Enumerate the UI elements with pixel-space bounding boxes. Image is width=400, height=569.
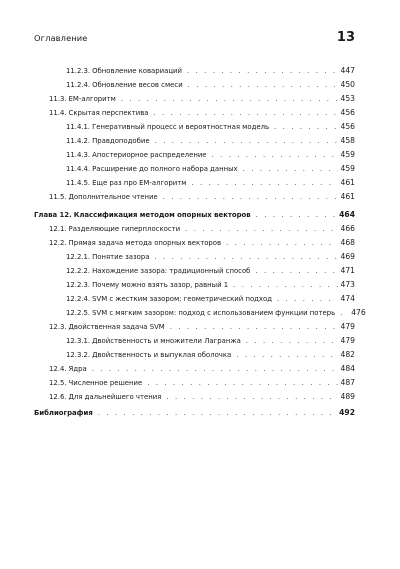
toc-entry-title: Разделяющие гиперплоскости <box>68 225 181 233</box>
toc-entry-title: Двойственность и множители Лагранжа <box>92 337 241 345</box>
toc-entry <box>66 307 366 318</box>
toc-entry-title: Правдоподобие <box>92 137 150 145</box>
toc-entry-number: 11.4.2. <box>66 137 91 145</box>
toc-dot-leader <box>277 294 338 305</box>
toc-dot-leader <box>154 108 338 119</box>
toc-entry-page: 473 <box>340 280 355 289</box>
toc-entry-title: Ядра <box>68 365 87 373</box>
toc-entry-page: 479 <box>340 336 355 345</box>
toc-entry <box>49 321 355 332</box>
toc-entry-number: 12.2.1. <box>66 253 91 261</box>
toc-entry-page: 459 <box>340 150 355 159</box>
toc-entry <box>49 223 355 234</box>
toc-entry-page: 468 <box>340 238 355 247</box>
toc-entry-title: ЕМ-алгоритм <box>68 95 116 103</box>
toc-entry <box>66 265 355 276</box>
toc-entry-number: 12.5. <box>49 379 67 387</box>
toc-entry-number: 12.3. <box>49 323 67 331</box>
toc-entry-number: 12.4. <box>49 365 67 373</box>
toc-dot-leader <box>212 150 338 161</box>
toc-entry-number: 11.4. <box>49 109 67 117</box>
toc-entry-title: Еще раз про ЕМ-алгоритм <box>92 179 187 187</box>
toc-entry-number: 11.2.4. <box>66 81 91 89</box>
toc-entry-page: 471 <box>340 266 355 275</box>
toc-dot-leader <box>185 224 337 235</box>
toc-entry <box>66 121 355 132</box>
toc-dot-leader <box>155 136 338 147</box>
toc-chapter-entry <box>34 407 355 418</box>
page-number: 13 <box>336 30 355 45</box>
toc-dot-leader <box>246 336 338 347</box>
toc-dot-leader <box>226 238 337 249</box>
toc-entry-page: 464 <box>339 210 355 219</box>
toc-entry-title: Библиография <box>34 409 93 417</box>
toc-entry-page: 482 <box>340 350 355 359</box>
toc-entry <box>66 293 355 304</box>
toc-entry-title: Генеративный процесс и вероятностная модель <box>92 123 270 131</box>
toc-entry <box>66 349 355 360</box>
toc-entry-page: 492 <box>339 408 355 417</box>
toc-entry-page: 458 <box>340 136 355 145</box>
toc-entry <box>49 363 355 374</box>
toc-entry <box>66 177 355 188</box>
toc-entry <box>66 163 355 174</box>
toc-entry-title: Прямая задача метода опорных векторов <box>68 239 222 247</box>
toc-entry-number: 12.3.2. <box>66 351 91 359</box>
toc-dot-leader <box>170 322 338 333</box>
running-header-title: Оглавление <box>34 33 88 43</box>
toc-entry-title: Апостериорное распределение <box>92 151 207 159</box>
toc-entry-page: 453 <box>340 94 355 103</box>
toc-dot-leader <box>243 164 338 175</box>
toc-entry-page: 450 <box>340 80 355 89</box>
toc-entry-title: Двойственная задача SVM <box>68 323 165 331</box>
toc-entry <box>66 135 355 146</box>
toc-entry <box>49 237 355 248</box>
toc-dot-leader <box>274 122 337 133</box>
toc-entry <box>49 107 355 118</box>
toc-entry-page: 489 <box>340 392 355 401</box>
toc-entry-title: Обновление весов смеси <box>92 81 183 89</box>
toc-entry-title: Двойственность и выпуклая оболочка <box>92 351 232 359</box>
toc-entry-number: 12.1. <box>49 225 67 233</box>
toc-entry-number: 11.4.3. <box>66 151 91 159</box>
toc-entry-page: 479 <box>340 322 355 331</box>
toc-dot-leader <box>188 80 338 91</box>
toc-entry-title: Расширение до полного набора данных <box>92 165 238 173</box>
toc-entry-page: 476 <box>351 308 366 317</box>
toc-entry-title: Для дальнейшего чтения <box>68 393 162 401</box>
toc-dot-leader <box>92 364 338 375</box>
toc-entry-page: 447 <box>340 66 355 75</box>
toc-dot-leader <box>147 378 337 389</box>
toc-entry-title: Почему можно взять зазор, равный 1 <box>92 281 229 289</box>
toc-entry-page: 474 <box>340 294 355 303</box>
toc-entry <box>49 191 355 202</box>
toc-entry-title: Скрытая перспектива <box>68 109 149 117</box>
toc-entry-number: 12.6. <box>49 393 67 401</box>
toc-entry-page: 456 <box>340 108 355 117</box>
toc-entry-title: SVM с жестким зазором: геометрический подход <box>92 295 272 303</box>
toc-entry-number: 12.3.1. <box>66 337 91 345</box>
toc-entry-page: 461 <box>340 178 355 187</box>
toc-entry <box>66 79 355 90</box>
toc-dot-leader <box>166 392 337 403</box>
toc-entry-number: 11.4.1. <box>66 123 91 131</box>
toc-entry-page: 469 <box>340 252 355 261</box>
toc-entry-title: Понятие зазора <box>92 253 150 261</box>
toc-entry-page: 456 <box>340 122 355 131</box>
toc-entry-number: 12.2.2. <box>66 267 91 275</box>
toc-entry <box>66 279 355 290</box>
toc-entry-page: 459 <box>340 164 355 173</box>
toc-entry-title: Нахождение зазора: традиционный способ <box>92 267 251 275</box>
toc-dot-leader <box>236 350 337 361</box>
toc-entry-number: 11.4.4. <box>66 165 91 173</box>
toc-entry-number: 11.5. <box>49 193 67 201</box>
toc-chapter-entry <box>34 209 355 220</box>
toc-dot-leader <box>256 210 337 221</box>
toc-entry-number: Глава 12. <box>34 211 72 219</box>
toc-dot-leader <box>191 178 337 189</box>
toc-entry-number: 12.2.3. <box>66 281 91 289</box>
toc-entry-title: Обновление ковариаций <box>92 67 183 75</box>
toc-entry-number: 11.2.3. <box>66 67 91 75</box>
toc-entry <box>66 251 355 262</box>
toc-entry-title: Численное решение <box>68 379 143 387</box>
toc-dot-leader <box>154 252 337 263</box>
toc-entry <box>49 377 355 388</box>
toc-dot-leader <box>255 266 337 277</box>
toc-entry <box>49 391 355 402</box>
toc-entry-number: 12.2.5. <box>66 309 91 317</box>
toc-entry <box>49 93 355 104</box>
toc-entry-number: 12.2. <box>49 239 67 247</box>
toc-dot-leader <box>187 66 337 77</box>
toc-entry <box>66 335 355 346</box>
toc-dot-leader <box>233 280 337 291</box>
toc-dot-leader <box>121 94 338 105</box>
toc-entry-page: 461 <box>340 192 355 201</box>
toc-entry-page: 466 <box>340 224 355 233</box>
toc-entry-page: 484 <box>340 364 355 373</box>
toc-entry-title: Дополнительное чтение <box>68 193 158 201</box>
toc-dot-leader <box>98 408 336 419</box>
toc-dot-leader <box>340 308 348 319</box>
toc-entry-title: Классификация методом опорных векторов <box>73 211 251 219</box>
toc-entry <box>66 65 355 76</box>
toc-entry-number: 11.3. <box>49 95 67 103</box>
toc-entry-number: 11.4.5. <box>66 179 91 187</box>
toc-dot-leader <box>163 192 338 203</box>
toc-entry <box>66 149 355 160</box>
toc-entry-title: SVM с мягким зазором: подход с использованием функции потерь <box>92 309 336 317</box>
toc-entry-number: 12.2.4. <box>66 295 91 303</box>
toc-entry-page: 487 <box>340 378 355 387</box>
